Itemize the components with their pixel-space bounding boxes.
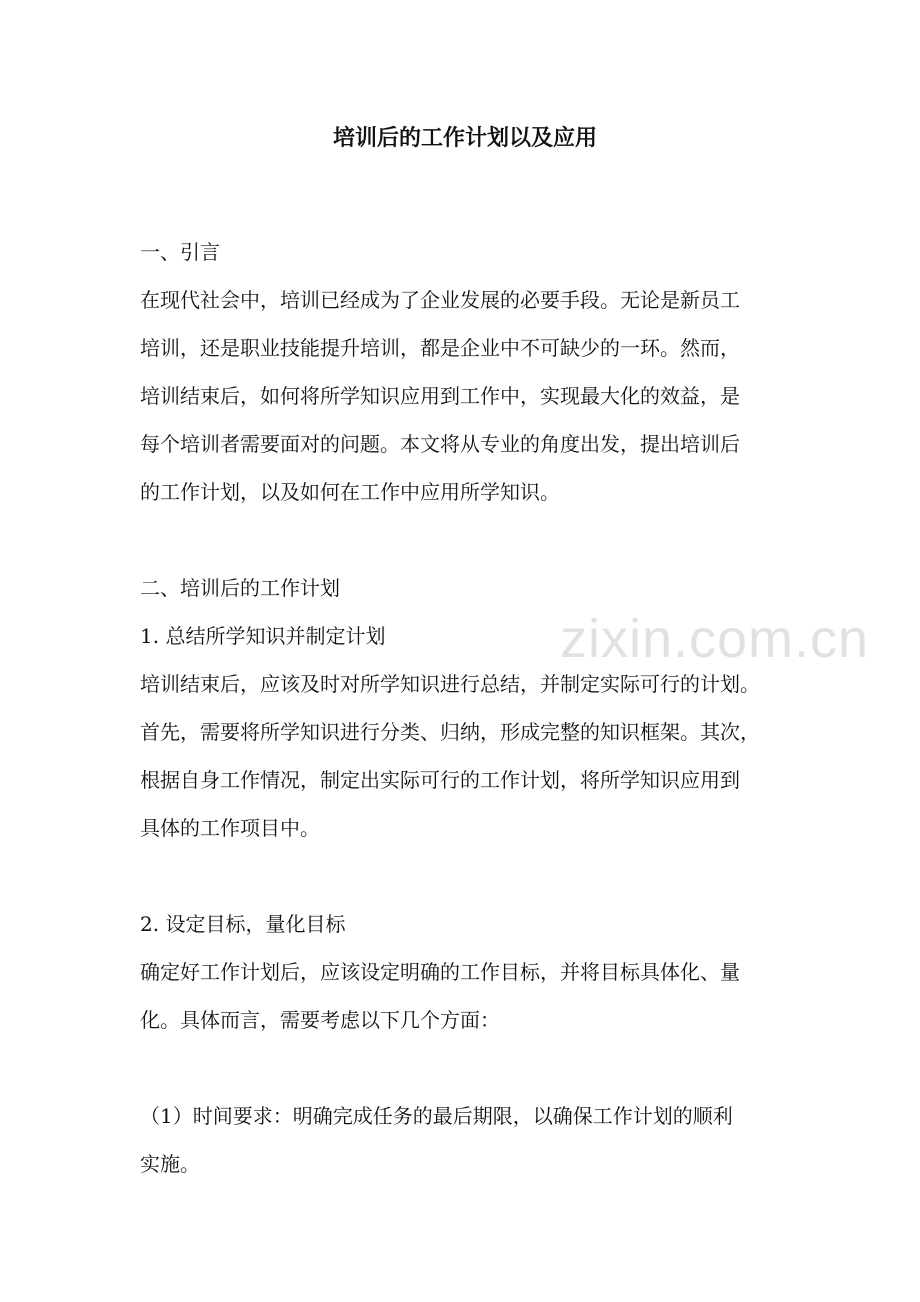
document-title: 培训后的工作计划以及应用 [332,125,597,151]
list-item-line: 实施。 [140,1152,200,1176]
paragraph-line: 培训，还是职业技能提升培训，都是企业中不可缺少的一环。然而， [140,336,740,360]
paragraph-gap [140,852,790,900]
paragraph-line: 的工作计划，以及如何在工作中应用所学知识。 [140,480,560,504]
paragraph-line: 在现代社会中，培训已经成为了企业发展的必要手段。无论是新员工 [140,288,740,312]
paragraph-line: 培训结束后，如何将所学知识应用到工作中，实现最大化的效益，是 [140,384,740,408]
paragraph-line: 培训结束后，应该及时对所学知识进行总结，并制定实际可行的计划。 [140,672,760,696]
section-heading-intro: 一、引言 [140,240,220,264]
paragraph-line: 确定好工作计划后，应该设定明确的工作目标，并将目标具体化、量 [140,960,740,984]
paragraph-line: 根据自身工作情况，制定出实际可行的工作计划，将所学知识应用到 [140,768,740,792]
watermark-text: zixin.com.cn [560,609,870,669]
paragraph-gap [140,1044,790,1092]
section-heading-plan: 二、培训后的工作计划 [140,576,340,600]
paragraph-line: 每个培训者需要面对的问题。本文将从专业的角度出发，提出培训后 [140,432,740,456]
paragraph-gap [140,516,790,564]
subsection-heading-summary: 1. 总结所学知识并制定计划 [140,624,386,648]
subsection-heading-goals: 2. 设定目标，量化目标 [140,912,346,936]
paragraph-line: 首先，需要将所学知识进行分类、归纳，形成完整的知识框架。其次， [140,720,760,744]
paragraph-line: 化。具体而言，需要考虑以下几个方面： [140,1008,500,1032]
paragraph-line: 具体的工作项目中。 [140,816,320,840]
list-item-line: （1）时间要求：明确完成任务的最后期限，以确保工作计划的顺利 [140,1104,733,1128]
